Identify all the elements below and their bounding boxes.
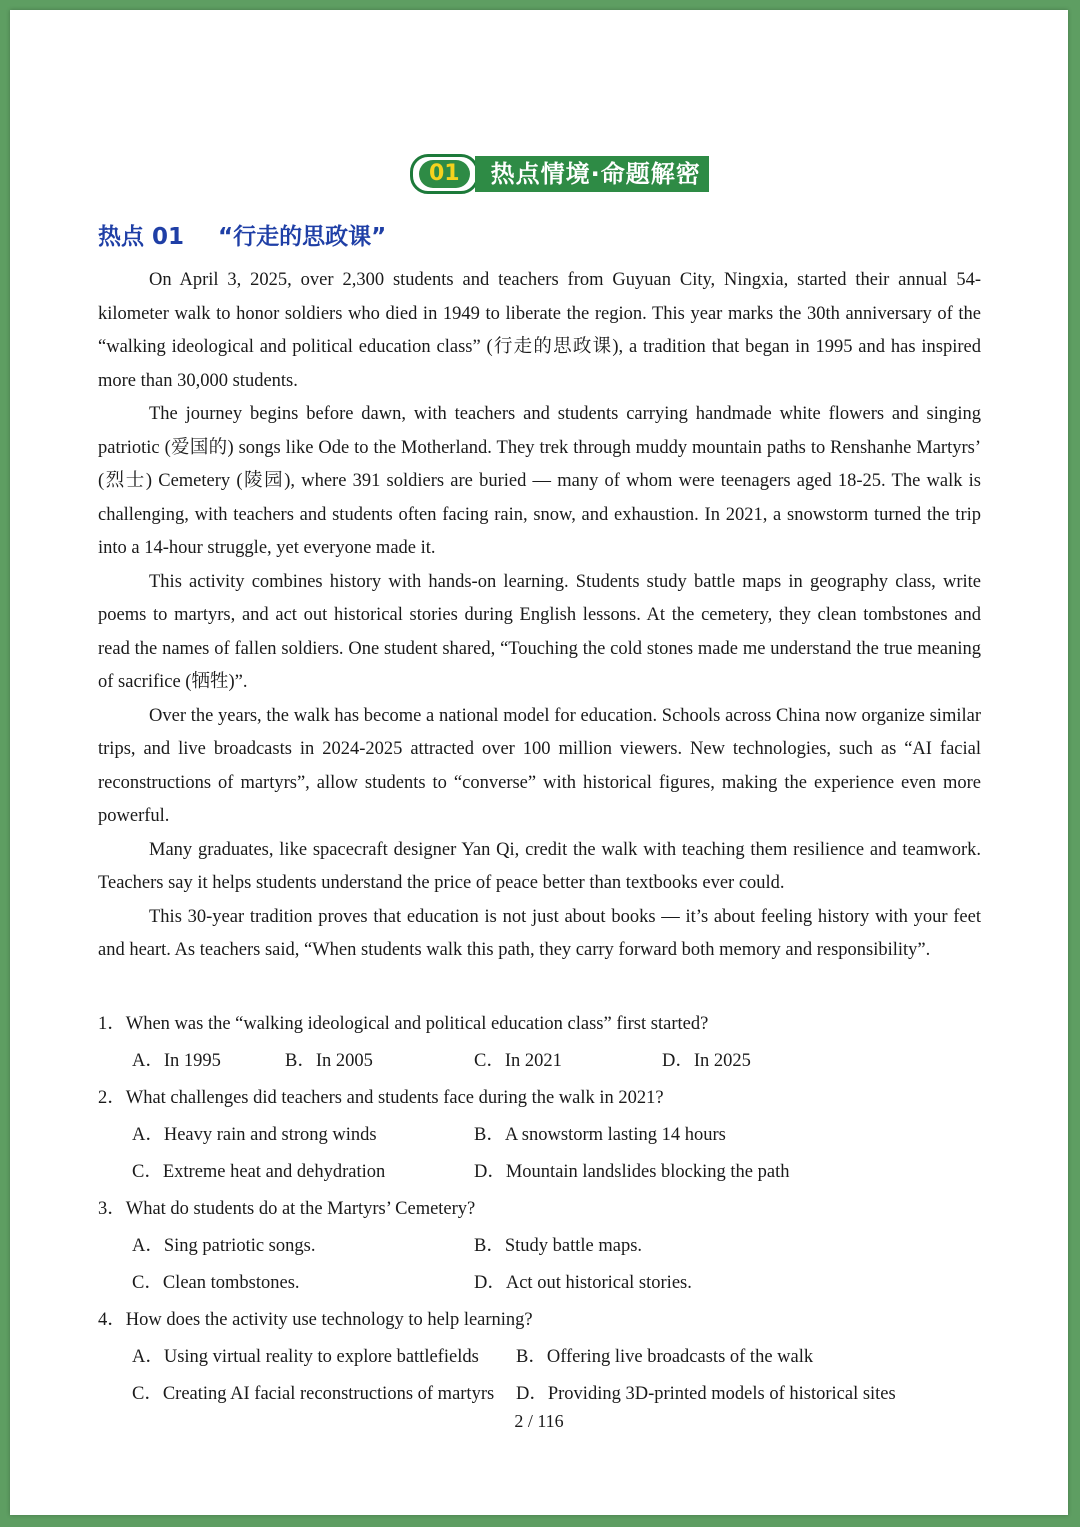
- option-b[interactable]: B．Study battle maps.: [474, 1236, 643, 1256]
- page-number: 2 / 116: [514, 1411, 564, 1431]
- option-b[interactable]: B．A snowstorm lasting 14 hours: [474, 1125, 726, 1145]
- option-row: [98, 1376, 998, 1413]
- topic-label: 热点 01: [98, 224, 185, 250]
- option-row: [98, 1265, 998, 1302]
- document-page: [10, 10, 1068, 1515]
- question-2: [98, 1080, 998, 1191]
- option-a[interactable]: A．Sing patriotic songs.: [132, 1236, 316, 1256]
- option-b[interactable]: B．In 2005: [285, 1051, 373, 1071]
- section-number: 01: [419, 160, 470, 188]
- option-a[interactable]: A．Using virtual reality to explore battlefields: [132, 1347, 479, 1367]
- option-a[interactable]: A．In 1995: [132, 1051, 221, 1071]
- paragraph: This 30-year tradition proves that education is not just about books — it’s about feeling history with your feet and heart. As teachers said, “When students walk this path, they carry forward both memory and responsibility”.: [98, 906, 981, 960]
- option-c[interactable]: C．Creating AI facial reconstructions of martyrs: [132, 1384, 495, 1404]
- question-stem: 1．When was the “walking ideological and political education class” first started?: [98, 1014, 709, 1034]
- question-stem: 3．What do students do at the Martyrs’ Cemetery?: [98, 1199, 476, 1219]
- option-d[interactable]: D．Providing 3D-printed models of historical sites: [516, 1384, 896, 1404]
- question-4: [98, 1302, 998, 1413]
- option-b[interactable]: B．Offering live broadcasts of the walk: [516, 1347, 814, 1367]
- question-3: [98, 1191, 998, 1302]
- paragraph: This activity combines history with hands-on learning. Students study battle maps in geography class, write poems to martyrs, and act out historical stories during English lessons. At the cemetery, they clean tombstones and read the names of fallen soldiers. One student shared, “Touching the cold stones made me understand the true meaning of sacrifice (牺牲)”.: [98, 571, 981, 692]
- question-list: [98, 1006, 998, 1413]
- option-row: [98, 1117, 998, 1154]
- question-stem: 2．What challenges did teachers and students face during the walk in 2021?: [98, 1088, 664, 1108]
- topic-title: “行走的思政课”: [218, 224, 387, 250]
- paragraph: Many graduates, like spacecraft designer Yan Qi, credit the walk with teaching them resilience and teamwork. Teachers say it helps students understand the price of peace better than textbooks ever could.: [98, 839, 981, 893]
- option-d[interactable]: D．Mountain landslides blocking the path: [474, 1162, 790, 1182]
- section-banner: [410, 155, 709, 193]
- option-row: [98, 1154, 998, 1191]
- option-d[interactable]: D．In 2025: [662, 1051, 751, 1071]
- paragraph: Over the years, the walk has become a national model for education. Schools across China now organize similar trips, and live broadcasts in 2024-2025 attracted over 100 million viewers. New technologies, such as “AI facial reconstructions of martyrs”, allow students to “converse” with historical figures, making the experience even more powerful.: [98, 705, 981, 826]
- section-title: 热点情境·命题解密: [475, 156, 709, 192]
- option-a[interactable]: A．Heavy rain and strong winds: [132, 1125, 377, 1145]
- option-c[interactable]: C．Extreme heat and dehydration: [132, 1162, 386, 1182]
- option-c[interactable]: C．Clean tombstones.: [132, 1273, 300, 1293]
- paragraph: The journey begins before dawn, with teachers and students carrying handmade white flowers and singing patriotic (爱国的) songs like Ode to the Motherland. They trek through muddy mountain paths to Renshanhe Martyrs’ (烈士) Cemetery (陵园), where 391 soldiers are buried — many of whom were teenagers aged 18-25. The walk is challenging, with teachers and students often facing rain, snow, and exhaustion. In 2021, a snowstorm turned the trip into a 14-hour struggle, yet everyone made it.: [98, 404, 981, 558]
- section-number-badge: [410, 154, 479, 194]
- paragraph: On April 3, 2025, over 2,300 students and teachers from Guyuan City, Ningxia, started their annual 54-kilometer walk to honor soldiers who died in 1949 to liberate the region. This year marks the 30th anniversary of the “walking ideological and political education class” (行走的思政课), a tradition that began in 1995 and has inspired more than 30,000 students.: [98, 270, 981, 391]
- option-row: [98, 1043, 998, 1080]
- topic-heading: [98, 218, 386, 251]
- question-stem: 4．How does the activity use technology to help learning?: [98, 1310, 533, 1330]
- question-1: [98, 1006, 998, 1080]
- option-d[interactable]: D．Act out historical stories.: [474, 1273, 692, 1293]
- option-row: [98, 1339, 998, 1376]
- reading-passage: [98, 264, 981, 968]
- option-row: [98, 1228, 998, 1265]
- option-c[interactable]: C．In 2021: [474, 1051, 562, 1071]
